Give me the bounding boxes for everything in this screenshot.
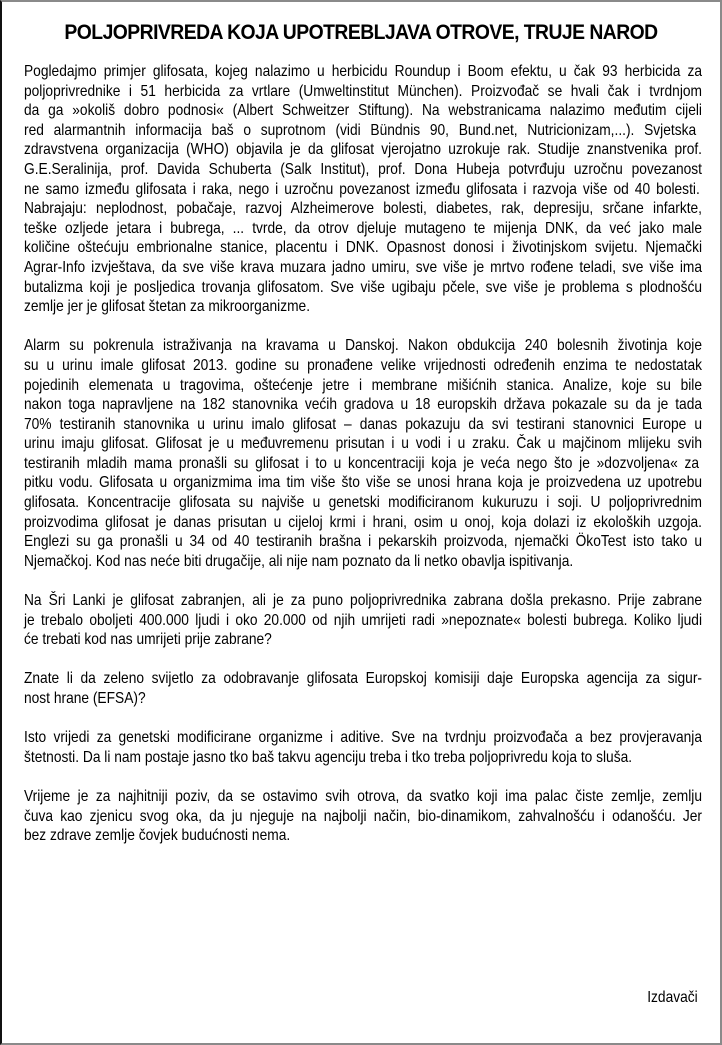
text-line-content: Agrar-Info izvještava, da sve više krava muzara jadno umiru, sve više je mrtvo rođene teladi, sve više ima — [24, 258, 703, 276]
text-line-content: G.E.Seralinija, prof. Davida Schuberta (Salk Institut), prof. Dona Hubeja potvrđuju uzročnu povezanost — [24, 160, 703, 178]
text-line-content: ne samo između glifosata i raka, nego i uzročnu povezanost između glifosata i razvoja više od 40 bolesti. — [24, 180, 700, 198]
text-line — [24, 395, 702, 415]
text-line — [24, 669, 702, 689]
text-line — [24, 160, 702, 180]
signature: Izdavači — [647, 989, 698, 1006]
text-line-content: teške ozljede jetara i bubrega, ... tvrde, da otrov djeluje mutageno te mijenja DNK, da već jako male — [24, 219, 703, 237]
text-line-content: Alarm su pokrenula istraživanja na kravama u Danskoj. Nakon obdukcija 240 bolesnih životinja koje — [24, 337, 703, 355]
paragraph — [24, 591, 702, 650]
text-line — [24, 297, 702, 317]
text-line — [24, 356, 702, 376]
paragraph — [24, 669, 702, 708]
text-line — [24, 376, 702, 396]
text-line — [24, 82, 702, 102]
text-line — [24, 728, 702, 748]
text-line — [24, 611, 702, 631]
paragraph — [24, 336, 702, 571]
text-line — [24, 826, 702, 846]
paragraph — [24, 787, 702, 846]
text-line — [24, 140, 702, 160]
text-line-content: bez zdrave zemlje čovjek budućnosti nema. — [24, 827, 291, 845]
document-title: POLJOPRIVREDA KOJA UPOTREBLJAVA OTROVE, TRUJE NAROD — [64, 20, 658, 44]
text-line — [24, 493, 702, 513]
text-line — [24, 101, 702, 121]
text-line — [24, 552, 702, 572]
paragraph — [24, 728, 702, 767]
text-line-content: proizvodima glifosat je danas prisutan u cijeloj krmi i hrani, osim u onoj, koja dolazi iz ekoloških uzgoja. — [24, 513, 703, 531]
text-line-content: Pogledajmo primjer glifosata, kojeg nalazimo u herbicidu Roundup i Boom efektu, u čak 93 herbicida za — [24, 63, 703, 80]
text-line — [24, 238, 702, 258]
paragraph — [24, 62, 702, 317]
text-line-content: butalizma koji je posljedica trovanja glifosatom. Sve više ugibaju pčele, sve više je problema s plodnošću — [24, 278, 703, 296]
text-line-content: urinu imaju glifosat. Glifosat je u međuvremenu prisutan i u vodi i u zraku. Čak u majčinom mlijeku svih — [24, 435, 703, 453]
text-line-content: glifosata. Koncentracije glifosata su najviše u genetski modificiranom kukuruzu i soji. U poljoprivrednim — [24, 494, 703, 512]
text-line-content: Na Šri Lanki je glifosat zabranjen, ali je za puno poljoprivrednika zabrana došla prekasno. Prije zabrane — [24, 592, 703, 610]
text-line-content: će trebati kod nas umrijeti prije zabrane? — [24, 631, 272, 649]
document-body — [24, 62, 702, 865]
text-line-content: nakon toga napravljene na 182 stanovnika većih gradova u 18 europskih država pokazale su da je tada — [24, 396, 703, 414]
text-line-content: Znate li da zeleno svijetlo za odobravanje glifosata Europskoj komisiji daje Europska agencija za sigur- — [24, 670, 703, 688]
text-line-content: je trebalo oboljeti 400.000 ljudi i oko 20.000 od njih umrijeti radi »nepoznate« bolesti bubrega. Koliko ljudi — [24, 611, 703, 629]
text-line — [24, 415, 702, 435]
text-line — [24, 454, 702, 474]
text-line — [24, 278, 702, 298]
text-line-content: testiranih mladih mama pronašli su glifosat i to u koncentraciji koja je veća nego što je »dozvoljena« za — [24, 454, 700, 472]
text-line-content: Njemačkoj. Kod nas neće biti drugačije, ali nije nam poznato da li netko obavlja ispitivanja. — [24, 552, 574, 570]
text-line — [24, 473, 702, 493]
text-line — [24, 807, 702, 827]
text-line-content: 70% testiranih stanovnika u urinu imalo glifosat – danas pokazuju da svi testirani stanovnici Europe u — [24, 415, 703, 433]
text-line — [24, 199, 702, 219]
text-line-content: su u urinu imale glifosat 2013. godine su pronađene velike vrijednosti određenih enzima te nedostatak — [24, 356, 703, 374]
text-line — [24, 748, 702, 768]
text-line — [24, 121, 702, 141]
text-line-content: pojedinih elemenata u tragovima, oštećenje jetre i membrane mišićnih stanica. Analize, koje su bile — [24, 376, 703, 394]
text-line-content: red alarmantnih informacija baš o suprotnom (vidi Bündnis 90, Bund.net, Nutricionizam,...). Svjetska — [24, 121, 697, 139]
text-line — [24, 513, 702, 533]
text-line-content: Isto vrijedi za genetski modificirane organizme i aditive. Sve na tvrdnju proizvođača a bez provjeravanja — [24, 729, 703, 747]
text-line-content: pitku vodu. Glifosata u organizmima ima tim više što više se unosi hrana koja je proizvedena uz upotrebu — [24, 474, 703, 492]
text-line-content: Englezi su ga pronašli u 34 od 40 testiranih brašna i pekarskih proizvoda, njemački ÖkoTest isto tako u — [24, 533, 703, 551]
text-line — [24, 630, 702, 650]
text-line-content: štetnosti. Da li nam postaje jasno tko baš takvu agenciju treba i tko treba poljoprivredu koja to sluša. — [24, 748, 633, 766]
text-line — [24, 62, 702, 82]
text-line — [24, 434, 702, 454]
text-line-content: Nabrajaju: neplodnost, pobačaje, razvoj Alzheimerove bolesti, diabetes, rak, depresiju, srčane infarkte, — [24, 200, 703, 218]
text-line-content: da ga »okoliš dobro podnosi« (Albert Schweitzer Stiftung). Na webstranicama nalazimo međutim cijeli — [24, 102, 703, 120]
text-line — [24, 336, 702, 356]
text-line — [24, 180, 702, 200]
text-line — [24, 258, 702, 278]
text-line — [24, 591, 702, 611]
text-line — [24, 689, 702, 709]
text-line — [24, 219, 702, 239]
text-line — [24, 787, 702, 807]
text-line-content: poljoprivrednike i 51 herbicida za vrtlare (Umweltinstitut München). Proizvođač se hvali čak i tvrdnjom — [24, 82, 703, 100]
text-line-content: zdravstvena organizacija (WHO) objavila je da glifosat vjerojatno uzrokuje rak. Studije znanstvenika prof. — [24, 141, 703, 159]
text-line-content: količine oštećuju embrionalne stanice, placentu i DNK. Opasnost donosi i životinjskom svijetu. Njemački — [24, 239, 703, 257]
text-line — [24, 532, 702, 552]
text-line-content: čuva kao zjenicu svog oka, da ju njeguje na najbolji način, bio-dinamikom, zahvalnošću i odanošću. Jer — [24, 807, 703, 825]
text-line-content: nost hrane (EFSA)? — [24, 690, 146, 707]
text-line-content: Vrijeme je za najhitniji poziv, da se ostavimo svih otrova, da svatko koji ima palac čiste zemlje, zemlju — [24, 787, 703, 805]
text-line-content: zemlje jer je glifosat štetan za mikroorganizme. — [24, 298, 311, 316]
